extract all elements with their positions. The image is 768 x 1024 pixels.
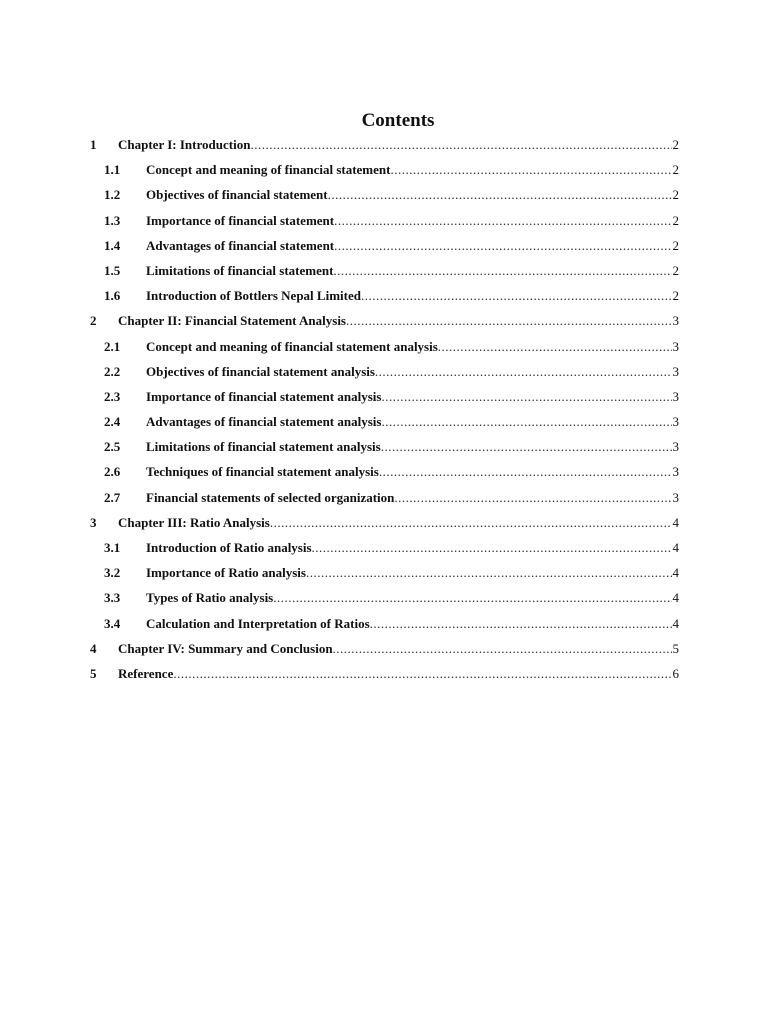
toc-entry-page-number: 2 <box>672 162 679 178</box>
toc-entry[interactable] <box>0 560 768 585</box>
toc-entry[interactable] <box>0 611 768 636</box>
toc-entry[interactable] <box>0 258 768 283</box>
toc-entry-page-number: 4 <box>672 565 679 581</box>
toc-entry-row <box>146 459 679 484</box>
toc-dot-leader <box>312 535 672 560</box>
toc-entry-number: 1.6 <box>104 288 121 304</box>
toc-entry-title: Objectives of financial statement analysis <box>146 363 375 379</box>
toc-entry-number: 3.3 <box>104 590 121 606</box>
toc-entry-title: Introduction of Ratio analysis <box>146 540 312 555</box>
toc-dot-leader <box>334 233 671 258</box>
toc-entry-page-number: 5 <box>672 640 679 656</box>
toc-entry-page-number: 6 <box>672 665 679 681</box>
toc-entry-row <box>146 182 679 207</box>
toc-entry-page-number: 3 <box>672 388 679 404</box>
toc-entry-title: Concept and meaning of financial statement analysis <box>146 338 438 354</box>
table-of-contents <box>0 132 768 686</box>
toc-entry-number: 2.5 <box>104 439 121 455</box>
toc-entry-page-number: 3 <box>672 363 679 379</box>
toc-entry[interactable] <box>0 636 768 661</box>
toc-dot-leader <box>328 182 672 207</box>
toc-entry[interactable] <box>0 661 768 686</box>
toc-entry-title: Objectives of financial statement <box>146 187 328 203</box>
toc-entry-page-number: 2 <box>672 187 679 203</box>
toc-entry-number: 2 <box>90 313 97 329</box>
toc-dot-leader <box>333 636 672 661</box>
toc-entry[interactable] <box>0 233 768 258</box>
toc-entry-page-number: 4 <box>672 590 679 606</box>
toc-entry-title: Importance of financial statement <box>146 212 335 228</box>
toc-entry-page-number: 2 <box>672 262 679 278</box>
toc-entry-page-number: 3 <box>672 313 679 329</box>
toc-entry-number: 3.2 <box>104 565 121 581</box>
toc-entry-row <box>146 560 679 585</box>
toc-entry-number: 1.5 <box>104 262 121 278</box>
toc-entry[interactable] <box>0 459 768 484</box>
toc-dot-leader <box>394 485 671 510</box>
toc-entry-number: 2.6 <box>104 464 121 480</box>
toc-entry-title: Reference <box>118 665 174 681</box>
toc-entry-row <box>146 283 679 308</box>
toc-dot-leader <box>334 208 671 233</box>
toc-entry-title: Chapter IV: Summary and Conclusion <box>118 640 333 656</box>
toc-entry-title: Techniques of financial statement analysis <box>146 464 379 480</box>
toc-entry-page-number: 3 <box>672 464 679 480</box>
toc-entry-row <box>146 535 679 560</box>
toc-entry[interactable] <box>0 208 768 233</box>
toc-entry-title: Chapter I: Introduction <box>118 137 251 152</box>
toc-entry-row <box>146 208 679 233</box>
toc-entry-number: 2.3 <box>104 388 121 404</box>
toc-entry-page-number: 4 <box>672 540 679 555</box>
toc-dot-leader <box>375 359 672 384</box>
toc-entry-row <box>146 585 679 610</box>
toc-entry[interactable] <box>0 409 768 434</box>
toc-entry-row <box>146 258 679 283</box>
toc-entry-row <box>146 233 679 258</box>
toc-entry-page-number: 3 <box>672 439 679 455</box>
toc-entry-title: Types of Ratio analysis <box>146 590 274 606</box>
toc-entry-page-number: 3 <box>672 338 679 354</box>
toc-entry[interactable] <box>0 359 768 384</box>
toc-dot-leader <box>379 459 672 484</box>
toc-dot-leader <box>173 661 671 686</box>
toc-entry-page-number: 3 <box>672 414 679 430</box>
toc-entry-number: 5 <box>90 665 97 681</box>
toc-entry[interactable] <box>0 510 768 535</box>
toc-entry-title: Importance of financial statement analysis <box>146 388 382 404</box>
toc-dot-leader <box>333 258 671 283</box>
toc-entry-number: 3.1 <box>104 540 121 555</box>
toc-entry-title: Chapter III: Ratio Analysis <box>118 514 270 530</box>
toc-entry[interactable] <box>0 535 768 560</box>
toc-entry-number: 1 <box>90 137 97 152</box>
toc-dot-leader <box>381 409 671 434</box>
toc-entry-number: 1.3 <box>104 212 121 228</box>
toc-dot-leader <box>250 132 671 157</box>
toc-entry-title: Importance of Ratio analysis <box>146 565 306 581</box>
toc-dot-leader <box>438 334 672 359</box>
toc-entry-row <box>146 157 679 182</box>
toc-entry-page-number: 3 <box>672 489 679 505</box>
toc-entry-title: Limitations of financial statement <box>146 262 334 278</box>
toc-entry-row <box>146 611 679 636</box>
toc-entry-row <box>118 510 679 535</box>
toc-dot-leader <box>370 611 672 636</box>
toc-entry-number: 2.4 <box>104 414 121 430</box>
toc-entry-page-number: 2 <box>672 212 679 228</box>
toc-entry-number: 2.1 <box>104 338 121 354</box>
toc-entry-row <box>146 384 679 409</box>
toc-entry[interactable] <box>0 308 768 333</box>
toc-entry[interactable] <box>0 384 768 409</box>
toc-dot-leader <box>346 308 672 333</box>
toc-entry-title: Financial statements of selected organization <box>146 489 395 505</box>
toc-entry-row <box>118 636 679 661</box>
toc-entry-page-number: 2 <box>672 137 679 152</box>
toc-entry[interactable] <box>0 182 768 207</box>
toc-entry[interactable] <box>0 334 768 359</box>
toc-entry-number: 4 <box>90 640 97 656</box>
toc-entry-row <box>118 661 679 686</box>
toc-dot-leader <box>306 560 672 585</box>
toc-dot-leader <box>361 283 672 308</box>
toc-entry-number: 2.7 <box>104 489 121 505</box>
toc-entry[interactable] <box>0 434 768 459</box>
toc-entry-title: Calculation and Interpretation of Ratios <box>146 615 370 631</box>
toc-dot-leader <box>273 585 671 610</box>
toc-entry-number: 1.1 <box>104 162 121 178</box>
toc-entry-row <box>146 485 679 510</box>
toc-entry-number: 3 <box>90 514 97 530</box>
toc-entry-number: 3.4 <box>104 615 121 631</box>
toc-entry-page-number: 4 <box>672 615 679 631</box>
toc-entry[interactable] <box>0 157 768 182</box>
toc-entry-row <box>146 334 679 359</box>
toc-entry-row <box>118 308 679 333</box>
toc-entry-number: 1.4 <box>104 237 121 253</box>
toc-entry-row <box>146 359 679 384</box>
toc-entry-row <box>118 132 679 157</box>
toc-entry-row <box>146 434 679 459</box>
toc-entry-title: Advantages of financial statement <box>146 237 335 253</box>
toc-dot-leader <box>390 157 671 182</box>
toc-entry-title: Chapter II: Financial Statement Analysis <box>118 313 346 329</box>
toc-entry-title: Concept and meaning of financial statement <box>146 162 391 178</box>
toc-dot-leader <box>270 510 672 535</box>
toc-entry-title: Introduction of Bottlers Nepal Limited <box>146 288 361 304</box>
toc-entry-page-number: 2 <box>672 237 679 253</box>
toc-entry[interactable] <box>0 283 768 308</box>
toc-entry-title: Advantages of financial statement analysis <box>146 414 382 430</box>
toc-dot-leader <box>381 384 671 409</box>
toc-entry-number: 1.2 <box>104 187 121 203</box>
toc-entry-page-number: 2 <box>672 288 679 304</box>
toc-entry-page-number: 4 <box>672 514 679 530</box>
toc-entry-number: 2.2 <box>104 363 121 379</box>
toc-entry[interactable] <box>0 485 768 510</box>
toc-dot-leader <box>381 434 672 459</box>
toc-title: Contents <box>361 110 435 131</box>
toc-entry[interactable] <box>0 585 768 610</box>
toc-entry[interactable] <box>0 132 768 157</box>
toc-entry-row <box>146 409 679 434</box>
toc-entry-title: Limitations of financial statement analysis <box>146 439 381 455</box>
